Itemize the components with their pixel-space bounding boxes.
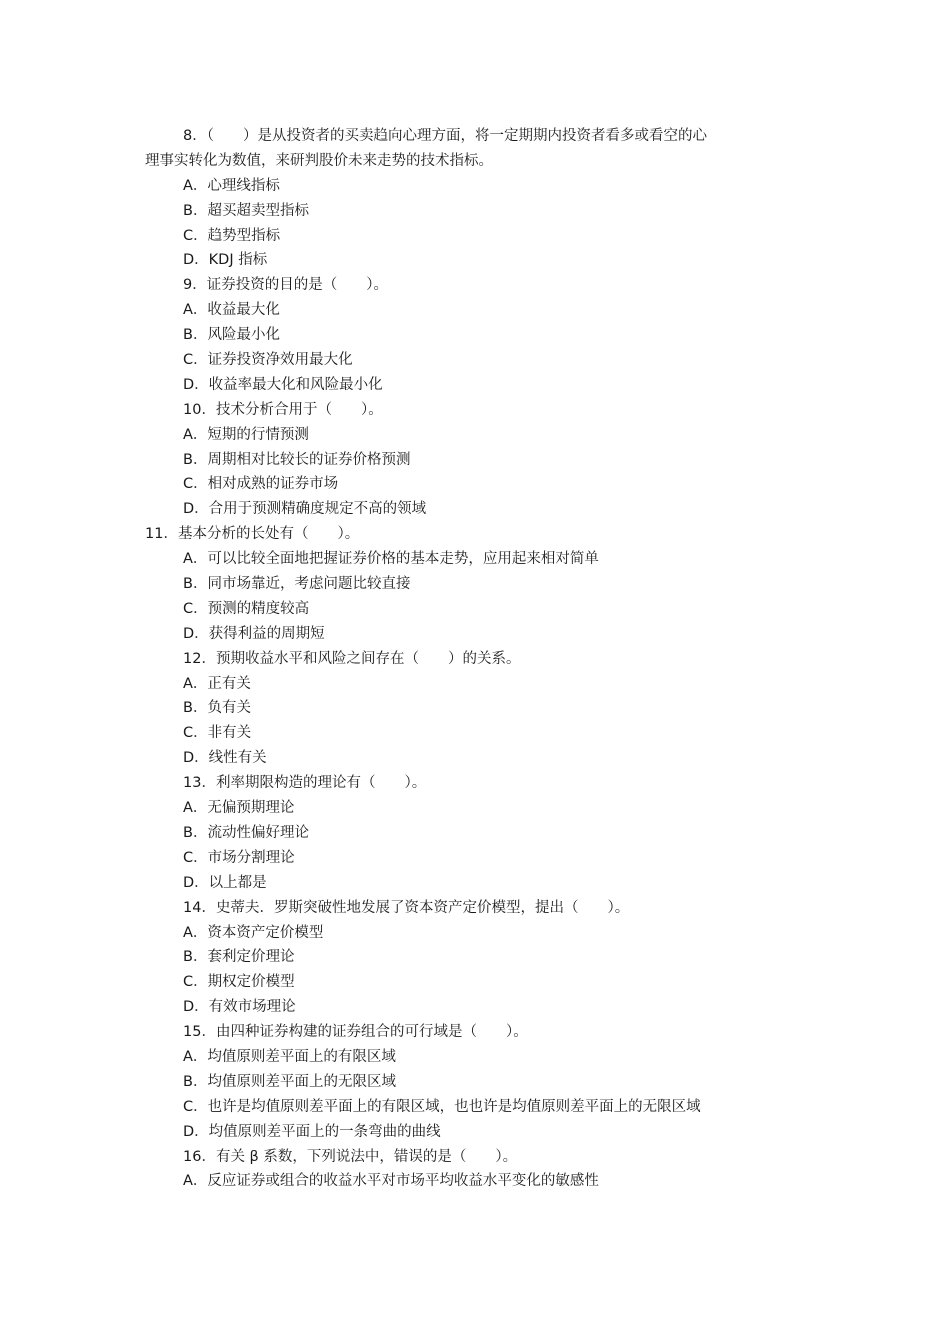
- question-list: [145, 124, 825, 1194]
- question-14-option-d: D．有效市场理论: [183, 999, 296, 1016]
- question-13-option-a: A．无偏预期理论: [183, 800, 295, 817]
- question-11-option-a: A．可以比较全面地把握证券价格的基本走势，应用起来相对简单: [183, 551, 599, 568]
- question-8-option-a: A．心理线指标: [183, 177, 280, 194]
- question-9-option-b: B．风险最小化: [183, 327, 280, 344]
- question-8-option-c: C．趋势型指标: [183, 227, 281, 244]
- question-13-stem: 13．利率期限构造的理论有（ ）。: [183, 775, 427, 792]
- question-13-option-d: D．以上都是: [183, 874, 267, 891]
- question-15-option-b: B．均值原则差平面上的无限区域: [183, 1073, 396, 1090]
- question-10-option-d: D．合用于预测精确度规定不高的领域: [183, 501, 427, 518]
- question-12-option-b: B．负有关: [183, 700, 251, 717]
- question-12-option-d: D．线性有关: [183, 750, 267, 767]
- question-10-option-c: C．相对成熟的证券市场: [183, 476, 339, 493]
- question-8-option-d: D．KDJ 指标: [183, 252, 268, 269]
- question-16-option-a: A．反应证券或组合的收益水平对市场平均收益水平变化的敏感性: [183, 1173, 599, 1190]
- question-10-option-a: A．短期的行情预测: [183, 426, 309, 443]
- question-9-option-a: A．收益最大化: [183, 302, 280, 319]
- question-15-option-d: D．均值原则差平面上的一条弯曲的曲线: [183, 1123, 441, 1140]
- question-12-option-c: C．非有关: [183, 725, 252, 742]
- question-10-option-b: B．周期相对比较长的证券价格预测: [183, 451, 411, 468]
- question-11-option-d: D．获得利益的周期短: [183, 625, 325, 642]
- question-12-option-a: A．正有关: [183, 675, 251, 692]
- question-14-option-a: A．资本资产定价模型: [183, 924, 324, 941]
- question-9-option-c: C．证券投资净效用最大化: [183, 352, 353, 369]
- question-8-stem-line-1: 8．（ ）是从投资者的买卖趋向心理方面，将一定期期内投资者看多或看空的心: [183, 128, 707, 144]
- question-15-option-c: C．也许是均值原则差平面上的有限区域，也也许是均值原则差平面上的无限区域: [183, 1098, 701, 1115]
- question-11-stem: 11．基本分析的长处有（ ）。: [145, 526, 360, 543]
- question-11-option-b: B．同市场靠近，考虑问题比较直接: [183, 576, 411, 593]
- question-13-option-b: B．流动性偏好理论: [183, 824, 309, 841]
- question-9-option-d: D．收益率最大化和风险最小化: [183, 376, 383, 393]
- question-8-option-b: B．超买超卖型指标: [183, 202, 309, 219]
- question-9-stem: 9．证券投资的目的是（ ）。: [183, 277, 388, 294]
- question-15-stem: 15．由四种证券构建的证券组合的可行域是（ ）。: [183, 1024, 528, 1041]
- question-15-option-a: A．均值原则差平面上的有限区域: [183, 1048, 396, 1065]
- question-14-stem: 14．史蒂夫．罗斯突破性地发展了资本资产定价模型，提出（ ）。: [183, 899, 630, 916]
- question-8-stem-line-2: 理事实转化为数值，来研判股价未来走势的技术指标。: [145, 152, 493, 169]
- question-11-option-c: C．预测的精度较高: [183, 600, 310, 617]
- question-14-option-c: C．期权定价模型: [183, 974, 295, 991]
- question-14-option-b: B．套利定价理论: [183, 949, 295, 966]
- question-16-stem: 16．有关 β 系数，下列说法中，错误的是（ ）。: [183, 1148, 518, 1165]
- question-12-stem: 12．预期收益水平和风险之间存在（ ）的关系。: [183, 650, 521, 667]
- question-13-option-c: C．市场分割理论: [183, 849, 295, 866]
- question-10-stem: 10．技术分析合用于（ ）。: [183, 401, 383, 418]
